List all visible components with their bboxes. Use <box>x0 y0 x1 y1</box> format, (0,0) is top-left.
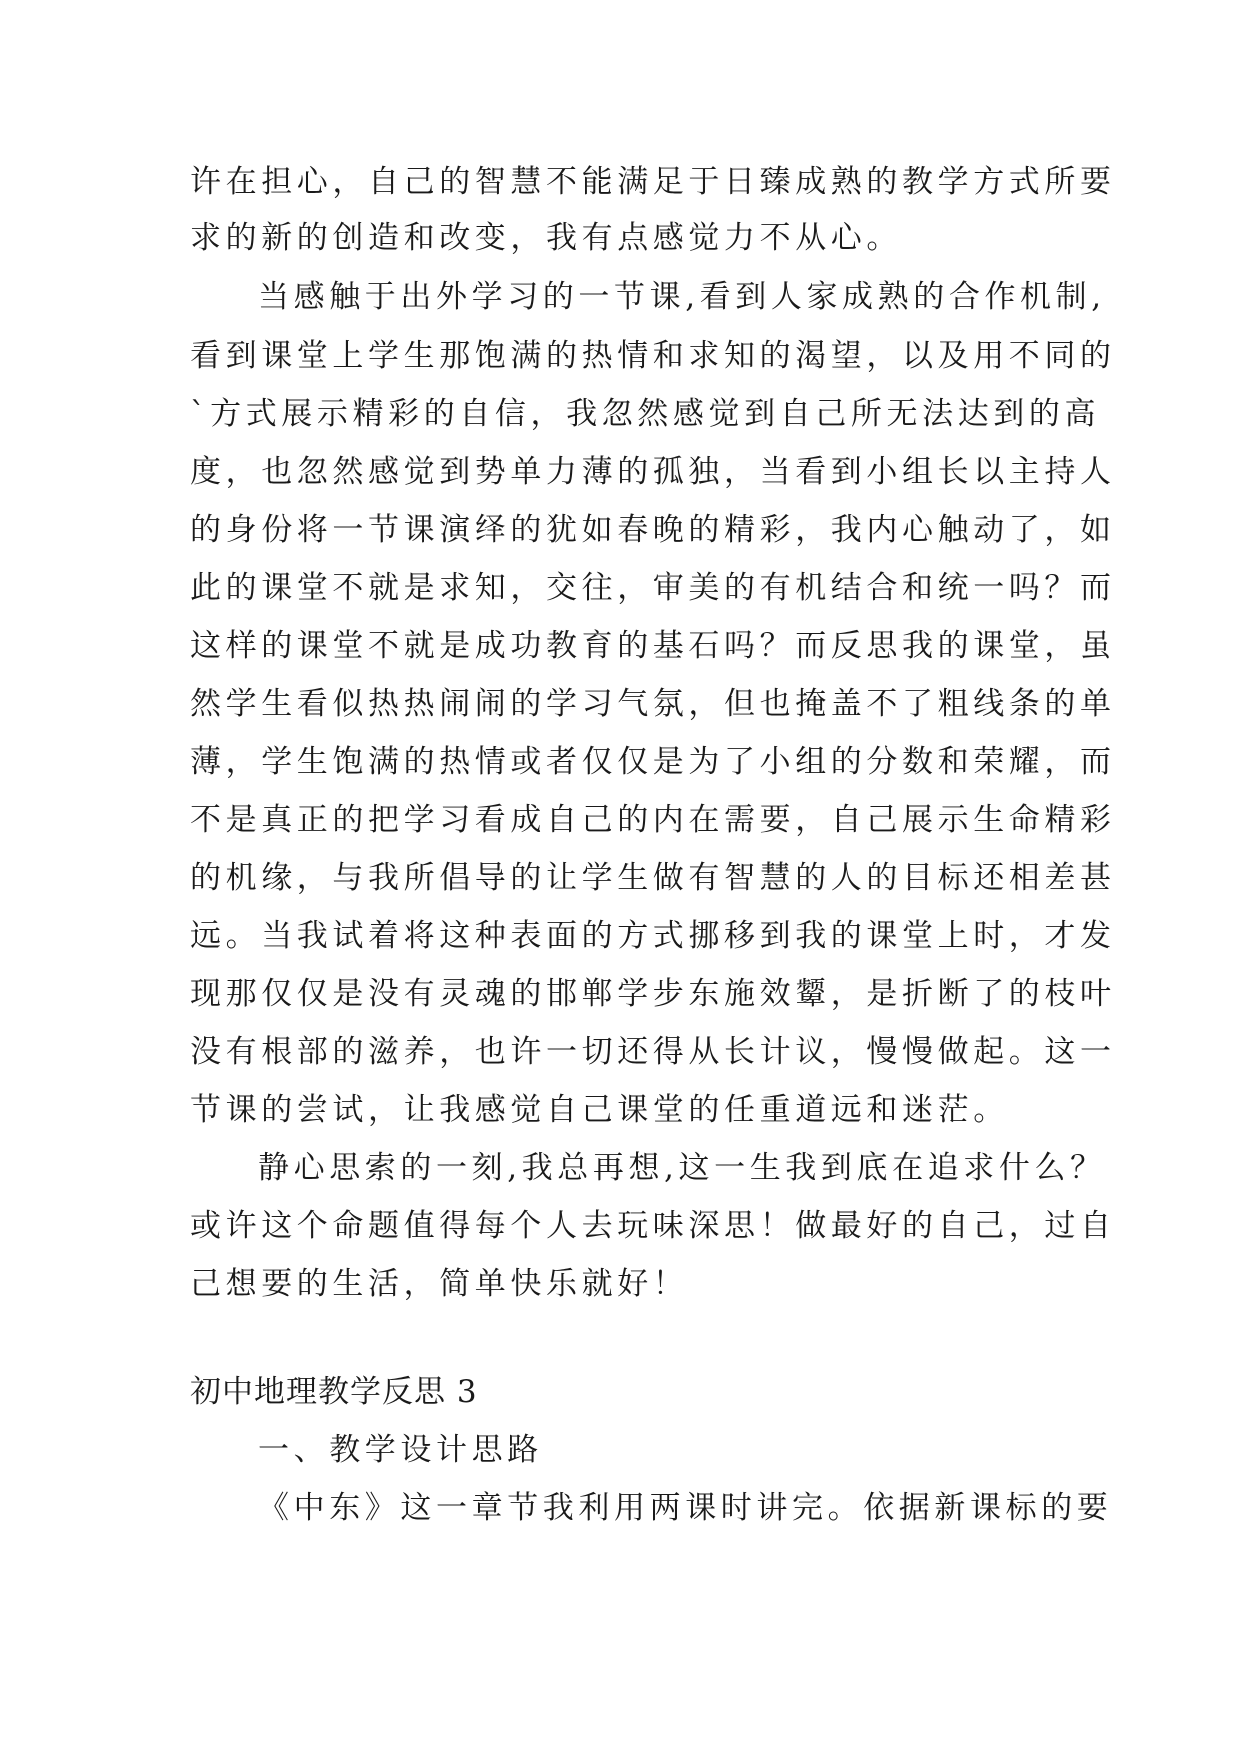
paragraph-line: 的身份将一节课演绎的犹如春晚的精彩，我内心触动了，如 <box>190 512 1116 548</box>
paragraph-line: 此的课堂不就是求知，交往，审美的有机结合和统一吗？而 <box>190 570 1116 606</box>
paragraph-line: 薄，学生饱满的热情或者仅仅是为了小组的分数和荣耀，而 <box>190 744 1116 780</box>
section-title: 初中地理教学反思 3 <box>190 1374 478 1410</box>
paragraph-line: 然学生看似热热闹闹的学习气氛，但也掩盖不了粗线条的单 <box>190 686 1116 722</box>
paragraph-line: 节课的尝试，让我感觉自己课堂的任重道远和迷茫。 <box>190 1092 1009 1128</box>
paragraph-line: 当感触于出外学习的一节课,看到人家成熟的合作机制, <box>258 279 1106 315</box>
paragraph-line: 或许这个命题值得每个人去玩味深思！做最好的自己，过自 <box>190 1208 1116 1244</box>
paragraph-line: 求的新的创造和改变，我有点感觉力不从心。 <box>190 220 902 256</box>
paragraph-line: 现那仅仅是没有灵魂的邯郸学步东施效颦，是折断了的枝叶 <box>190 976 1116 1012</box>
paragraph-line: 度，也忽然感觉到势单力薄的孤独，当看到小组长以主持人 <box>190 454 1116 490</box>
paragraph-line: 远。当我试着将这种表面的方式挪移到我的课堂上时，才发 <box>190 918 1116 954</box>
paragraph-line: 许在担心，自己的智慧不能满足于日臻成熟的教学方式所要 <box>190 164 1116 200</box>
paragraph-line: 没有根部的滋养，也许一切还得从长计议，慢慢做起。这一 <box>190 1034 1116 1070</box>
paragraph-line: 看到课堂上学生那饱满的热情和求知的渴望，以及用不同的 <box>190 338 1116 374</box>
paragraph-line: 静心思索的一刻,我总再想,这一生我到底在追求什么？ <box>258 1150 1106 1186</box>
paragraph-line: 的机缘，与我所倡导的让学生做有智慧的人的目标还相差甚 <box>190 860 1116 896</box>
paragraph-line: 《中东》这一章节我利用两课时讲完。依据新课标的要 <box>258 1490 1113 1526</box>
paragraph-line: 不是真正的把学习看成自己的内在需要，自己展示生命精彩 <box>190 802 1116 838</box>
paragraph-line: 这样的课堂不就是成功教育的基石吗？而反思我的课堂，虽 <box>190 628 1116 664</box>
paragraph-line: 己想要的生活，简单快乐就好！ <box>190 1266 689 1302</box>
paragraph-line: `方式展示精彩的自信，我忽然感觉到自己所无法达到的高 <box>190 396 1101 432</box>
subheading: 一、教学设计思路 <box>258 1432 543 1468</box>
